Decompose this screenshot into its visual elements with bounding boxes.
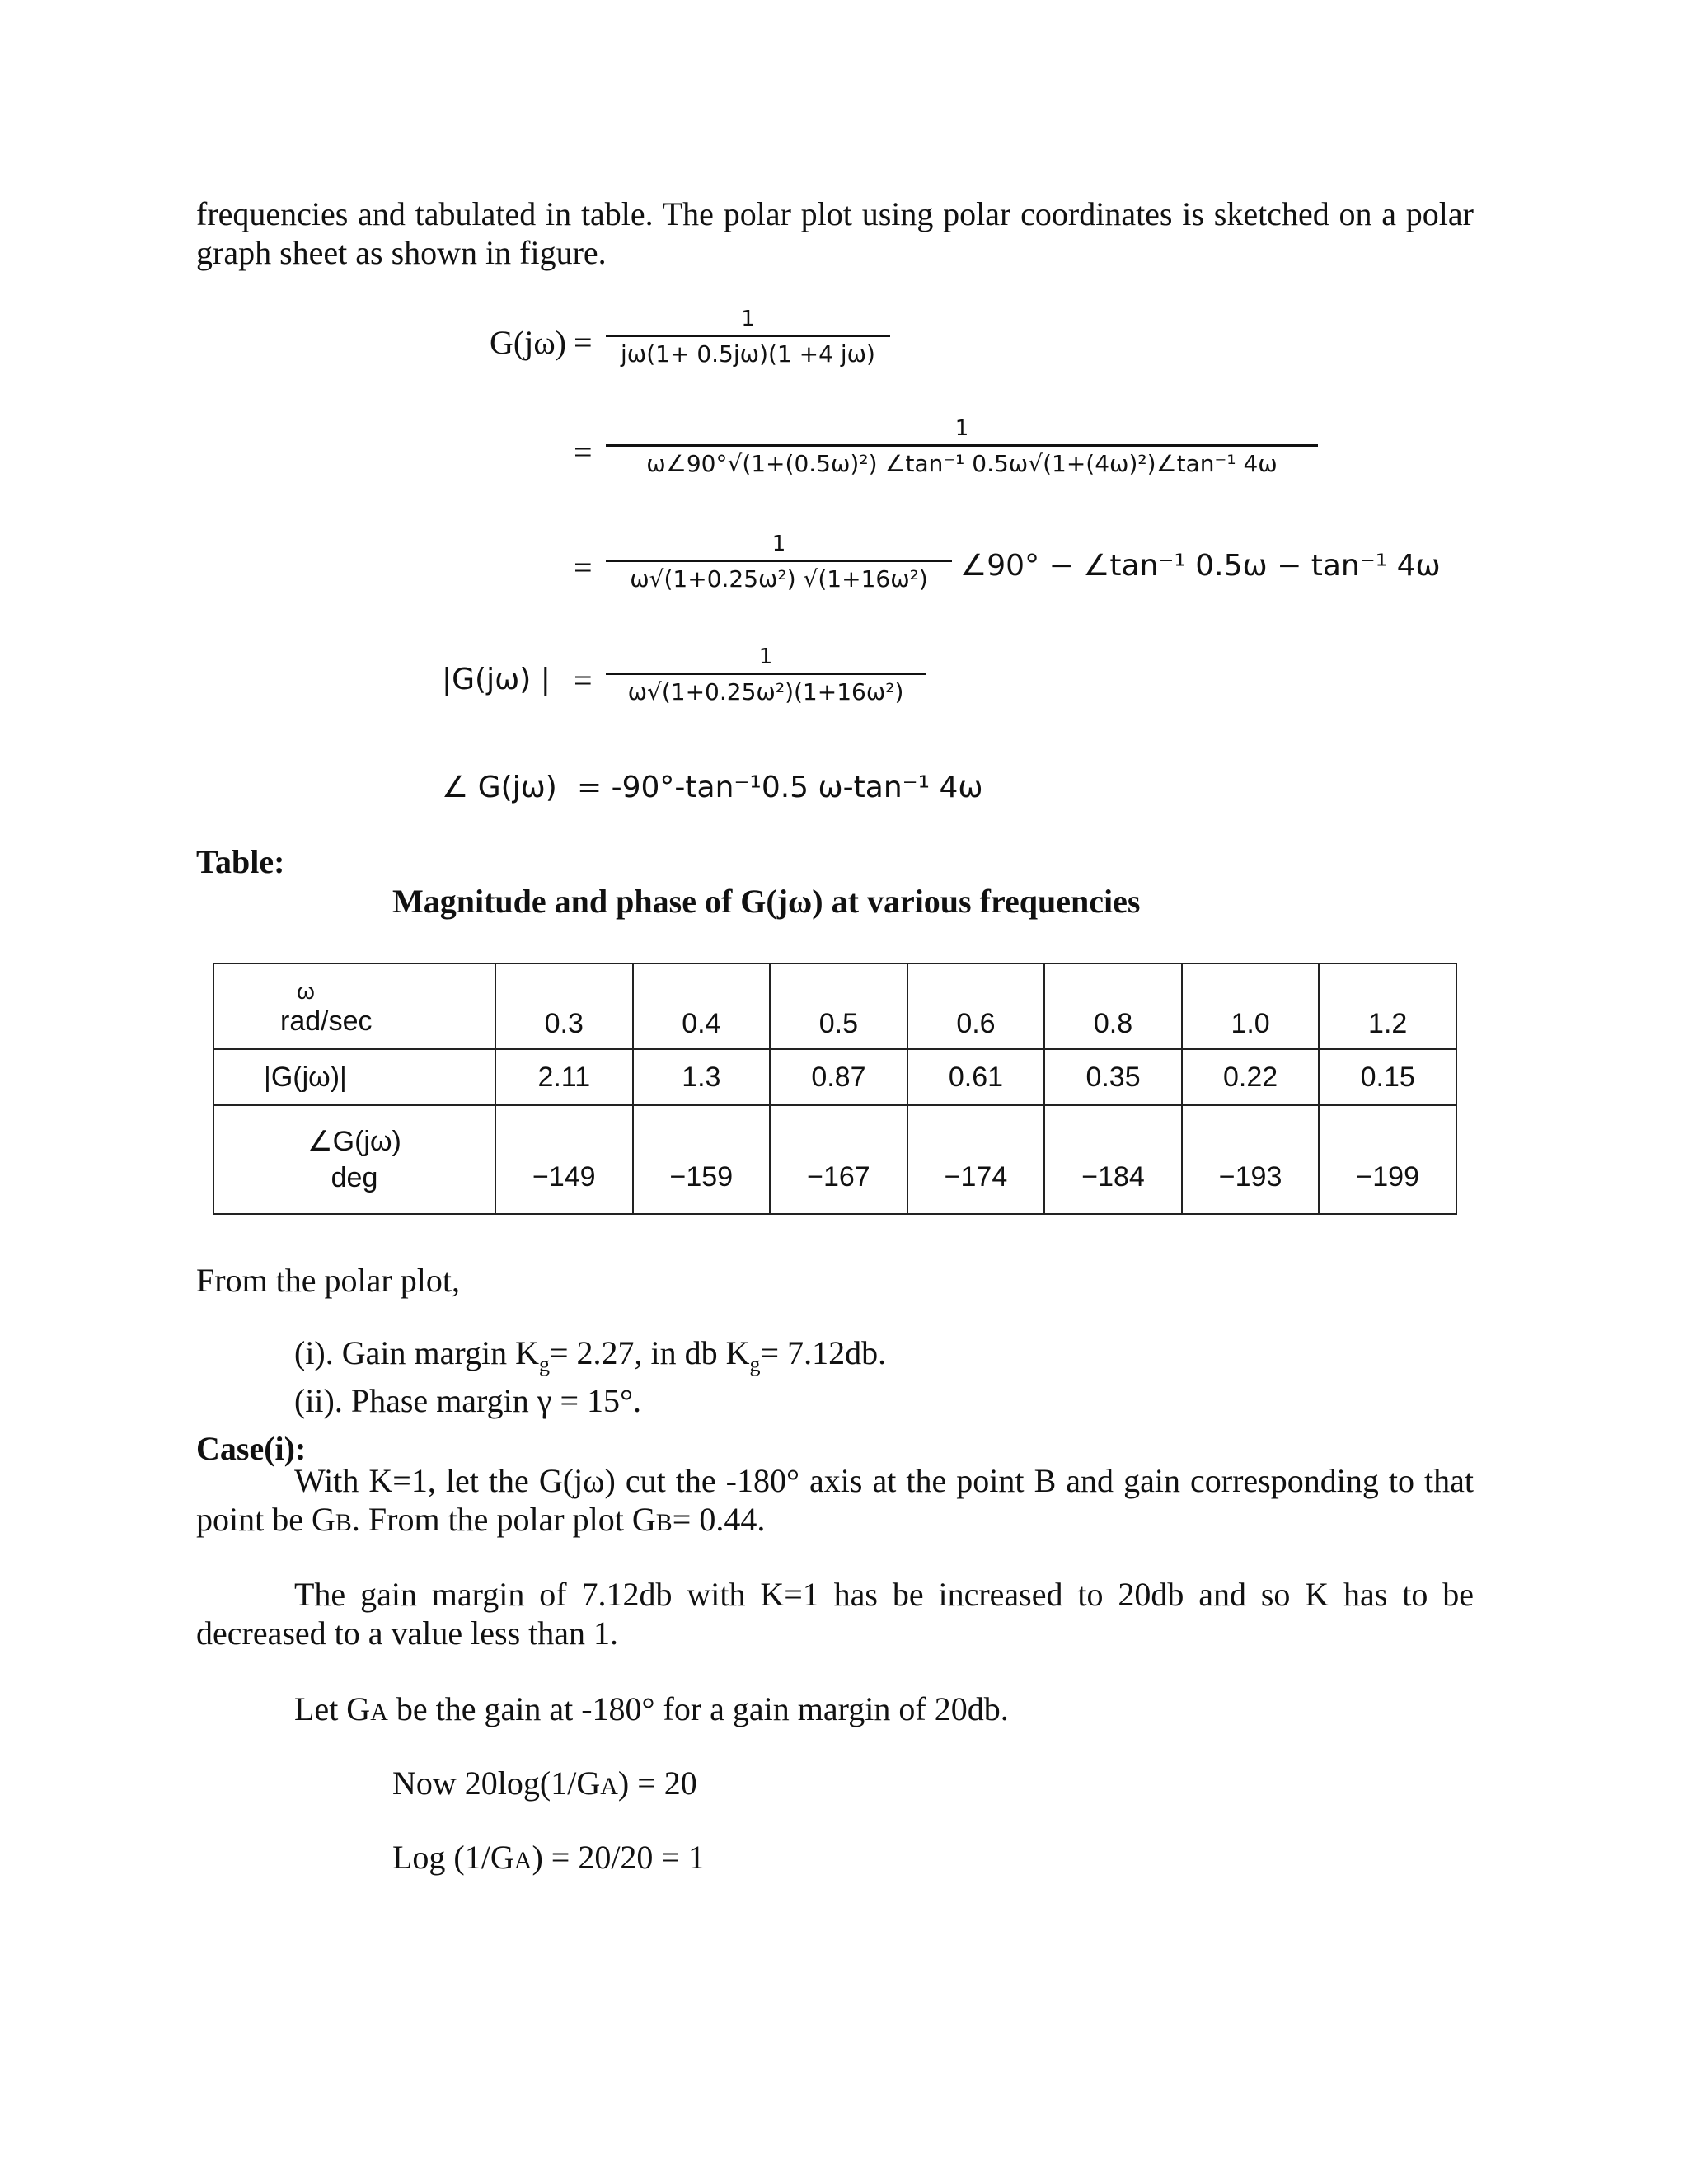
phase-cell: −159	[633, 1105, 771, 1214]
magnitude-denominator: ω√(1+0.25ω²)(1+16ω²)	[627, 678, 904, 705]
omega-header	[213, 963, 495, 1049]
phase-header	[213, 1105, 495, 1214]
gain-margin-line	[294, 1333, 886, 1385]
phase-cell: −199	[1319, 1105, 1456, 1214]
gain-margin-sub-2: g	[749, 1352, 761, 1376]
magnitude-cell: 0.61	[907, 1049, 1045, 1105]
log-text-a: Log (1/G	[392, 1839, 514, 1876]
case-heading: Case(i):	[196, 1430, 307, 1467]
omega-cell: 0.4	[633, 963, 771, 1049]
from-polar-plot: From the polar plot,	[196, 1262, 460, 1299]
table-caption: Magnitude and phase of G(jω) at various frequencies	[392, 883, 1141, 920]
phase-cell: −149	[495, 1105, 633, 1214]
omega-row	[213, 963, 1456, 1049]
phase-cell: −167	[770, 1105, 907, 1214]
phase-unit: deg	[331, 1162, 378, 1193]
omega-cell: 0.6	[907, 963, 1045, 1049]
phase-cell: −184	[1044, 1105, 1182, 1214]
now-sub: A	[600, 1773, 618, 1800]
case-para1-text-a: point be G	[196, 1501, 335, 1538]
eq3-angle: ∠90° − ∠tan⁻¹ 0.5ω − tan⁻¹ 4ω	[960, 549, 1441, 583]
gain-margin-text-c: = 7.12db.	[760, 1334, 887, 1371]
table-heading: Table:	[196, 843, 285, 880]
phase-cell: −193	[1182, 1105, 1320, 1214]
phase-margin-line: (ii). Phase margin γ = 15°.	[294, 1382, 641, 1419]
case-para2-line2: decreased to a value less than 1.	[196, 1615, 619, 1652]
eq3-equals: =	[574, 549, 593, 586]
magnitude-cell: 0.22	[1182, 1049, 1320, 1105]
gain-margin-sub-1: g	[538, 1352, 550, 1376]
magnitude-row	[213, 1049, 1456, 1105]
eq3-fraction	[606, 532, 952, 593]
phase-row	[213, 1105, 1456, 1214]
magnitude-equals: =	[574, 662, 593, 699]
case-para1-line1: With K=1, let the G(jω) cut the -180° axis at the point B and gain corresponding to that	[294, 1462, 1474, 1499]
eq3-denominator: ω√(1+0.25ω²) √(1+16ω²)	[630, 565, 928, 593]
case-para2-line1: The gain margin of 7.12db with K=1 has be increased to 20db and so K has to be	[294, 1576, 1474, 1613]
let-ga-line	[294, 1690, 1009, 1732]
eq1-denominator: jω(1+ 0.5jω)(1 +4 jω)	[621, 340, 875, 368]
gain-margin-text-a: (i). Gain margin K	[294, 1334, 539, 1371]
eq2-numerator: 1	[954, 416, 969, 441]
eq1-lhs: G(jω)	[490, 324, 566, 361]
case-para1-line2	[196, 1500, 765, 1543]
eq3-numerator: 1	[771, 532, 786, 556]
now-equation	[392, 1764, 697, 1807]
let-ga-text-b: be the gain at -180° for a gain margin of 20db.	[387, 1690, 1009, 1727]
magnitude-cell: 0.15	[1319, 1049, 1456, 1105]
eq1-fraction	[606, 307, 890, 368]
now-text-b: ) = 20	[617, 1765, 697, 1802]
case-para1-sub-2: B	[655, 1509, 673, 1536]
magnitude-lhs: |G(jω) |	[442, 663, 551, 696]
omega-symbol: ω	[297, 978, 315, 1004]
phase-cell: −174	[907, 1105, 1045, 1214]
omega-cell: 1.0	[1182, 963, 1320, 1049]
let-ga-sub: A	[370, 1699, 388, 1726]
omega-cell: 0.3	[495, 963, 633, 1049]
magnitude-cell: 1.3	[633, 1049, 771, 1105]
phase-symbol: ∠G(jω)	[307, 1126, 401, 1157]
magnitude-numerator: 1	[758, 644, 773, 669]
magnitude-cell: 0.35	[1044, 1049, 1182, 1105]
log-text-b: ) = 20/20 = 1	[532, 1839, 705, 1876]
eq1-numerator: 1	[741, 307, 755, 331]
case-para1-text-c: = 0.44.	[672, 1501, 766, 1538]
phase-lhs: ∠ G(jω)	[442, 771, 557, 804]
frequency-table	[213, 963, 1457, 1215]
intro-line-2: graph sheet as shown in figure.	[196, 234, 607, 271]
magnitude-header: |G(jω)|	[213, 1049, 495, 1105]
omega-unit: rad/sec	[280, 1005, 373, 1037]
case-para1-sub-1: B	[335, 1509, 352, 1536]
magnitude-cell: 0.87	[770, 1049, 907, 1105]
now-text-a: Now 20log(1/G	[392, 1765, 601, 1802]
let-ga-text-a: Let G	[294, 1690, 371, 1727]
log-sub: A	[513, 1847, 532, 1874]
magnitude-fraction	[606, 644, 926, 705]
eq2-equals: =	[574, 434, 593, 471]
case-para1-text-b: . From the polar plot G	[351, 1501, 656, 1538]
log-equation	[392, 1838, 705, 1881]
eq1-equals: =	[574, 324, 593, 361]
omega-cell: 0.5	[770, 963, 907, 1049]
eq2-denominator: ω∠90°√(1+(0.5ω)²) ∠tan⁻¹ 0.5ω√(1+(4ω)²)∠tan⁻¹ 4ω	[646, 450, 1278, 477]
phase-rhs: = -90°-tan⁻¹0.5 ω-tan⁻¹ 4ω	[577, 771, 983, 804]
eq2-fraction	[606, 416, 1318, 477]
omega-cell: 0.8	[1044, 963, 1182, 1049]
omega-cell: 1.2	[1319, 963, 1456, 1049]
magnitude-cell: 2.11	[495, 1049, 633, 1105]
intro-line-1: frequencies and tabulated in table. The polar plot using polar coordinates is sketched on a polar	[196, 195, 1474, 232]
gain-margin-text-b: = 2.27, in db K	[549, 1334, 750, 1371]
